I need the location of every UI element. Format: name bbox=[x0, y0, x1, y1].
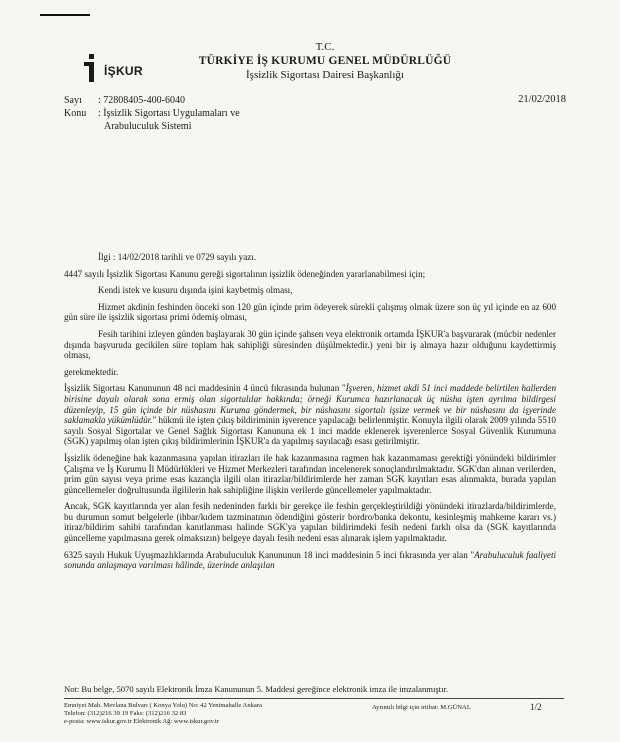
condition-2: Hizmet akdinin feshinden önceki son 120 gün içinde prim ödeyerek sürekli çalışmış olmak üzere son üç yıl içinde en az 600 gün süre ile işsizlik sigortası primi ödemiş olması, bbox=[64, 301, 556, 323]
e-signature-note: Not: Bu belge, 5070 sayılı Elektronik İmza Kanununun 5. Maddesi gereğince elektronik imza ile imzalanmıştır. bbox=[64, 684, 448, 694]
header-organization: TÜRKİYE İŞ KURUMU GENEL MÜDÜRLÜĞÜ bbox=[198, 55, 452, 67]
paragraph-4: Ancak, SGK kayıtlarında yer alan fesih nedeninden farklı bir gerekçe ile feshin gerçekleştirildiği yönündeki itirazlarda/bildirimlerde, bu durumun somut belgelerle (ihbar/kıdem tazminatının ödendiğini gösterir bordro/banka dekontu, kesinleşmiş mahkeme kararı vs.) itiraz/bildirim sahibi tarafından kanıtlanması halinde SGK'ya yapılan bildirimdeki fesih nedeni farklı olsa da (SGK kayıtlarında güncelleme yapılmasına gerek olmaksızın) belgeye dayalı fesih nedeni esas alınarak işlem yapılmaktadır. bbox=[64, 501, 556, 544]
sayi-value: : 72808405-400-6040 bbox=[98, 95, 185, 106]
footer-web: e-posta: www.iskur.gov.tr Elektronik Ağ: www.iskur.gov.tr bbox=[64, 718, 220, 725]
footer-address: Emniyet Mah. Mevlana Bulvarı ( Konya Yolu) No: 42 Yenimahalle Ankara bbox=[64, 702, 262, 709]
document-body bbox=[64, 252, 556, 577]
sayi-label: Sayı bbox=[64, 95, 82, 106]
konu-value: : İşsizlik Sigortası Uygulamaları ve bbox=[98, 108, 240, 119]
footer-contact-person: Ayrıntılı bilgi için irtibat: M.GÜNAL bbox=[372, 704, 471, 711]
konu-value-cont: Arabuluculuk Sistemi bbox=[104, 121, 192, 132]
header-department: İşsizlik Sigortası Dairesi Başkanlığı bbox=[246, 69, 404, 81]
ilgi-line: İlgi : 14/02/2018 tarihli ve 0729 sayılı yazı. bbox=[98, 252, 257, 262]
iskur-logo bbox=[82, 52, 162, 88]
footer-phone: Telefon: (312)216 39 19 Faks: (312)216 32 83 bbox=[64, 710, 187, 717]
page-number: 1/2 bbox=[530, 702, 542, 712]
document-meta bbox=[64, 94, 240, 133]
p2-end: " hükmü ile işten çıkış bildiriminin işverence yapılacağı belirlenmiştir. Konuyla ilgili olarak 2009 yılında 5510 sayılı Sosyal Sigortalar ve Genel Sağlık Sigortası Kanununa ek 1 inci madde eklenerek işverenlerce Sosyal Güvenlik Kurumuna (SGK) yapılmış olan işten çıkış bildirimlerinin İŞKUR'a da yapılmış sayılacağı esası getirilmiştir. bbox=[64, 415, 556, 447]
p2-quote: İşveren, hizmet akdi 51 inci maddede belirtilen hallerden birisine dayalı olarak sona ermiş olan sigortalılar hakkında; örneği Kurumca hazırlanacak üç nüsha işten ayrılma bildirgesi düzenleyip, 15 gün içinde bir nüshasını Kuruma göndermek, bir nüshasını sigortalı işsize vermek ve bir nüshasını da işyerinde saklamakla yükümlüdür. bbox=[64, 383, 556, 426]
footer-divider bbox=[64, 698, 564, 699]
top-rule bbox=[40, 14, 90, 16]
p2-start: İşsizlik Sigortası Kanununun 48 nci maddesinin 4 üncü fıkrasında bulunan " bbox=[64, 383, 346, 394]
condition-3: Fesih tarihini izleyen günden başlayarak 30 gün içinde şahsen veya elektronik ortamda İŞKUR'a başvurarak (mücbir nedenler dışında başvuruda gecikilen süre toplam hak sahipliği süresinden düşülmektedir.) yeni bir iş almaya hazır olduğunu kaydettirmiş olması, bbox=[64, 328, 556, 361]
footer-contact bbox=[64, 702, 314, 726]
condition-1: Kendi istek ve kusuru dışında işini kaybetmiş olması, bbox=[98, 285, 293, 296]
letterhead bbox=[180, 40, 470, 82]
paragraph-2 bbox=[64, 383, 556, 447]
p5-quote: Arabuluculuk faaliyeti sonunda anlaşmaya varılması hâlinde, üzerinde anlaşılan bbox=[64, 549, 556, 571]
paragraph-1: 4447 sayılı İşsizlik Sigortası Kanunu gereği sigortalının işsizlik ödeneğinden yararlanabilmesi için; bbox=[64, 268, 426, 279]
paragraph-3: İşsizlik ödeneğine hak kazanmasına yapılan itirazları ile hak kazanmasına ragmen hak kazanmaması gerektiği yönündeki bildirimler Çalışma ve İş Kurumu İl Müdürlükleri ve Hizmet Merkezleri tarafından incelenerek sonuçlandırılmaktadır. SGK'dan alınan verilerden, prim gün sayısı veya prime esas kazançla ilgili olan itirazlar/bildirimlerde her zaman SGK kayıtları esas alınmakta, burada yapılan güncellemeler doğrultusunda ilgililerin hak sahipliğine ilişkin verilerde güncellemeler yapılmaktadır. bbox=[64, 452, 556, 495]
iskur-logo-icon bbox=[82, 54, 102, 84]
paragraph-5 bbox=[64, 550, 556, 571]
document-date: 21/02/2018 bbox=[518, 94, 566, 105]
gerek-line: gerekmektedir. bbox=[64, 366, 119, 377]
p5-start: 6325 sayılı Hukuk Uyuşmazlıklarında Arabuluculuk Kanununun 18 inci maddesinin 5 inci fıkrasında yer alan " bbox=[64, 549, 475, 560]
header-tc: T.C. bbox=[315, 41, 335, 53]
logo-wordmark: İŞKUR bbox=[104, 64, 143, 78]
konu-label: Konu bbox=[64, 108, 87, 119]
